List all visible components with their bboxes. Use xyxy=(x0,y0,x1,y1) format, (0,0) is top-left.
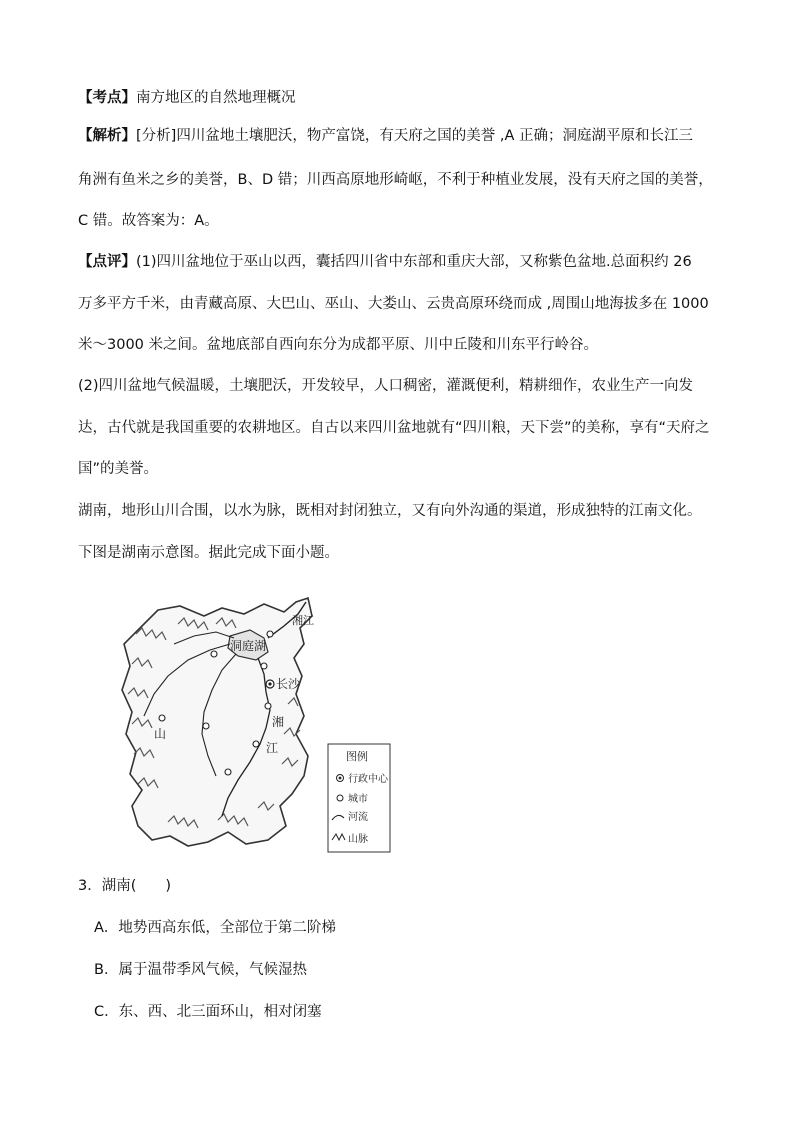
dianping-line-6: 国”的美誉。 xyxy=(78,461,159,477)
jiexi-line-3: C 错。故答案为：A。 xyxy=(78,213,219,229)
dianping-tag: 【点评】 xyxy=(78,254,136,270)
kaodian-text: 南方地区的自然地理概况 xyxy=(136,90,296,106)
jiexi-line-2: 角洲有鱼米之乡的美誉，B、D 错；川西高原地形崎岖，不利于种植业发展，没有天府之国的美誉， xyxy=(78,172,713,188)
capital-marker-dot xyxy=(268,682,271,685)
legend-item-mountain: 山脉 xyxy=(348,834,368,845)
label-river-char-1: 湘 xyxy=(272,715,285,729)
legend-item-river: 河流 xyxy=(348,812,368,823)
city-marker xyxy=(211,651,217,657)
option-c[interactable] xyxy=(94,1002,734,1022)
map-legend xyxy=(328,744,390,852)
hunan-map-figure xyxy=(118,594,394,858)
city-marker xyxy=(267,631,273,637)
legend-title: 图例 xyxy=(346,750,368,763)
option-a[interactable] xyxy=(94,918,734,938)
dianping-line-1 xyxy=(78,252,718,272)
city-marker xyxy=(253,741,259,747)
legend-capital-dot xyxy=(339,777,342,780)
hunan-map xyxy=(118,594,394,858)
dianping-text-1: (1)四川盆地位于巫山以西，囊括四川省中东部和重庆大部，又称紫色盆地.总面积约 26 xyxy=(136,254,692,270)
city-marker xyxy=(159,715,165,721)
option-b[interactable] xyxy=(94,960,734,980)
dianping-line-2: 万多平方千米，由青藏高原、大巴山、巫山、大娄山、云贵高原环绕而成 ,周围山地海拔多在 1000 xyxy=(78,296,709,312)
dianping-line-3: 米～3000 米之间。盆地底部自西向东分为成都平原、川中丘陵和川东平行岭谷。 xyxy=(78,337,599,353)
jiexi-tag: 【解析】 xyxy=(78,128,136,144)
option-b-text: 属于温带季风气候，气候湿热 xyxy=(118,962,307,978)
label-mountain: 山 xyxy=(154,727,167,741)
question-stem: 3．湖南( ) xyxy=(78,878,172,894)
option-c-text: 东、西、北三面环山，相对闭塞 xyxy=(118,1004,322,1020)
label-lake: 洞庭湖 xyxy=(230,639,267,653)
legend-city-icon xyxy=(337,795,343,801)
city-marker xyxy=(261,663,267,669)
intro-line-2: 下图是湖南示意图。据此完成下面小题。 xyxy=(78,545,339,561)
jiexi-text-1: [分析]四川盆地土壤肥沃，物产富饶，有天府之国的美誉 ,A 正确；洞庭湖平原和长江三 xyxy=(136,128,694,144)
label-river-east: 湘江 xyxy=(292,614,314,627)
legend-item-capital: 行政中心 xyxy=(348,774,388,785)
kaodian-tag: 【考点】 xyxy=(78,90,136,106)
city-marker xyxy=(225,769,231,775)
option-c-letter: C． xyxy=(94,1004,119,1020)
city-marker xyxy=(203,723,209,729)
label-river-char-2: 江 xyxy=(266,741,279,755)
option-a-letter: A． xyxy=(94,920,119,936)
label-changsha: 长沙 xyxy=(276,677,301,691)
kaodian-line xyxy=(78,88,718,108)
dianping-line-4: (2)四川盆地气候温暖，土壤肥沃，开发较早，人口稠密，灌溉便利，精耕细作，农业生产一向发 xyxy=(78,378,694,394)
jiexi-line-1 xyxy=(78,126,718,146)
option-a-text: 地势西高东低，全部位于第二阶梯 xyxy=(118,920,336,936)
intro-line-1: 湖南，地形山川合围，以水为脉，既相对封闭独立，又有向外沟通的渠道，形成独特的江南文化。 xyxy=(78,503,702,519)
option-b-letter: B． xyxy=(94,962,119,978)
city-marker xyxy=(265,703,271,709)
dianping-line-5: 达，古代就是我国重要的农耕地区。自古以来四川盆地就有“四川粮，天下尝”的美称，享有“天府之 xyxy=(78,420,710,436)
legend-item-city: 城市 xyxy=(348,794,368,805)
